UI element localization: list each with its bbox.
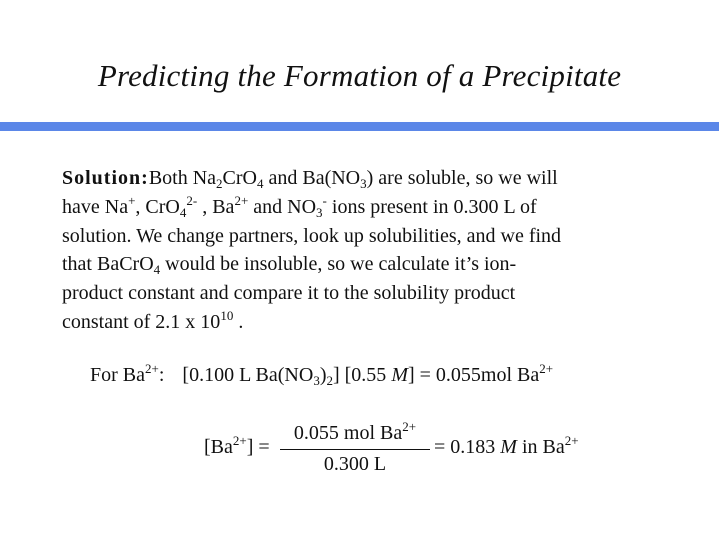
fraction-numerator [280,419,430,446]
equation-lhs [204,433,270,459]
text-run: in Ba [516,436,565,458]
subscript: 3 [316,204,323,220]
text-run: ) are soluble, so we will [366,167,558,189]
text-run: ] [0.55 [332,364,392,386]
molarity-symbol: M [391,364,408,386]
superscript: 10 [220,307,234,323]
subscript: 2 [216,176,223,191]
text-run: : [158,364,165,386]
text-run: . [233,310,244,333]
paragraph-line-6 [62,308,702,337]
equation-moles-ba [90,361,554,388]
superscript: + [128,192,136,208]
text-run: [0.100 L Ba(NO [182,364,314,386]
text-run: 0.055 mol Ba [293,422,403,444]
superscript: - [322,192,327,208]
solution-label: Solution: [62,167,149,189]
text-run: have Na [62,195,129,218]
fraction-denominator: 0.300 L [323,453,387,475]
text-run: ions present in 0.300 L of [326,195,537,218]
text-run: ] = [246,436,270,458]
paragraph-line-5: product constant and compare it to the solubility product [62,282,516,305]
paragraph-line-4 [62,250,702,279]
text-run: ) [319,364,327,386]
fraction [280,419,430,476]
subscript: 3 [313,373,320,388]
subscript: 3 [360,176,367,191]
text-run: and NO [248,195,317,218]
superscript: 2- [186,192,198,208]
paragraph-line-1 [62,164,702,193]
superscript: 2+ [145,361,159,376]
text-run: , Ba [197,195,235,218]
superscript: 2+ [402,419,417,434]
text-run: and Ba(NO [263,167,361,189]
molarity-symbol: M [500,436,517,458]
text-run: , CrO [135,195,180,218]
subscript: 2 [326,373,333,388]
fraction-bar [280,449,430,450]
text-run: = 0.183 [434,436,501,458]
text-run: would be insoluble, so we calculate it’s ion- [160,253,517,276]
superscript: 2+ [232,433,247,448]
superscript: 2+ [539,361,554,376]
text-run: that BaCrO [62,253,154,276]
subscript: 4 [179,204,187,220]
subscript: 4 [153,262,161,278]
paragraph-line-2 [62,193,702,222]
text-run: CrO [222,167,257,189]
text-run: Both Na [148,167,217,189]
slide-title: Predicting the Formation of a Precipitate [97,58,622,93]
subscript: 4 [256,176,264,191]
superscript: 2+ [234,192,249,208]
paragraph-line-3: solution. We change partners, look up solubilities, and we find [62,224,562,247]
superscript: 2+ [564,433,579,448]
solution-paragraph [62,164,702,337]
title-divider [0,122,719,131]
equation-rhs [434,433,579,459]
text-run: [Ba [204,436,233,458]
text-run: constant of 2.1 x 10 [62,310,221,333]
text-run: For Ba [90,364,145,386]
text-run: ] = 0.055mol Ba [407,364,540,386]
